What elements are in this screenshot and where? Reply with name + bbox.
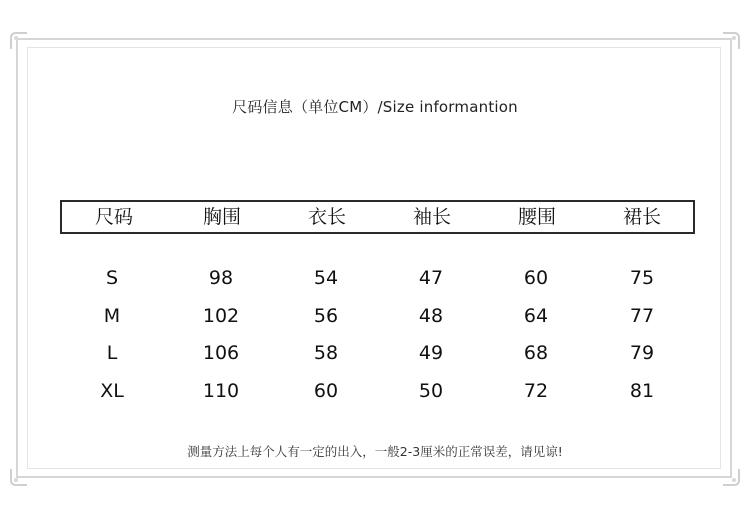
header-cell-waist: 腰围 xyxy=(517,206,556,228)
table-cell: 75 xyxy=(629,267,655,289)
table-row xyxy=(0,301,750,331)
header-cell-length: 衣长 xyxy=(307,206,346,228)
corner-ornament-icon xyxy=(8,466,30,488)
table-cell: 60 xyxy=(313,380,339,402)
table-cell: 77 xyxy=(629,305,655,327)
table-cell: 60 xyxy=(523,267,549,289)
table-row xyxy=(0,338,750,368)
header-cell-sleeve: 袖长 xyxy=(412,206,451,228)
page-title: 尺码信息（单位CM）/Size informantion xyxy=(232,98,518,116)
corner-ornament-icon xyxy=(8,30,30,52)
table-header xyxy=(60,200,695,234)
table-cell: S xyxy=(105,267,119,289)
table-cell: M xyxy=(103,305,121,327)
table-cell: L xyxy=(106,342,118,364)
header-cell-skirt-length: 裙长 xyxy=(622,206,661,228)
table-cell: XL xyxy=(100,380,124,402)
table-cell: 102 xyxy=(202,305,240,327)
corner-ornament-icon xyxy=(720,466,742,488)
table-cell: 68 xyxy=(523,342,549,364)
table-cell: 58 xyxy=(313,342,339,364)
table-cell: 47 xyxy=(418,267,444,289)
table-cell: 79 xyxy=(629,342,655,364)
table-cell: 50 xyxy=(418,380,444,402)
measurement-note: 测量方法上每个人有一定的出入，一般2-3厘米的正常误差，请见谅! xyxy=(187,444,563,459)
table-cell: 98 xyxy=(208,267,234,289)
corner-ornament-icon xyxy=(720,30,742,52)
table-cell: 72 xyxy=(523,380,549,402)
table-row xyxy=(0,376,750,406)
header-cell-bust: 胸围 xyxy=(202,206,241,228)
table-cell: 56 xyxy=(313,305,339,327)
table-cell: 48 xyxy=(418,305,444,327)
table-cell: 110 xyxy=(202,380,240,402)
table-cell: 81 xyxy=(629,380,655,402)
table-cell: 49 xyxy=(418,342,444,364)
header-cell-size: 尺码 xyxy=(94,206,133,228)
table-cell: 64 xyxy=(523,305,549,327)
table-cell: 106 xyxy=(202,342,240,364)
table-cell: 54 xyxy=(313,267,339,289)
table-row xyxy=(0,263,750,293)
